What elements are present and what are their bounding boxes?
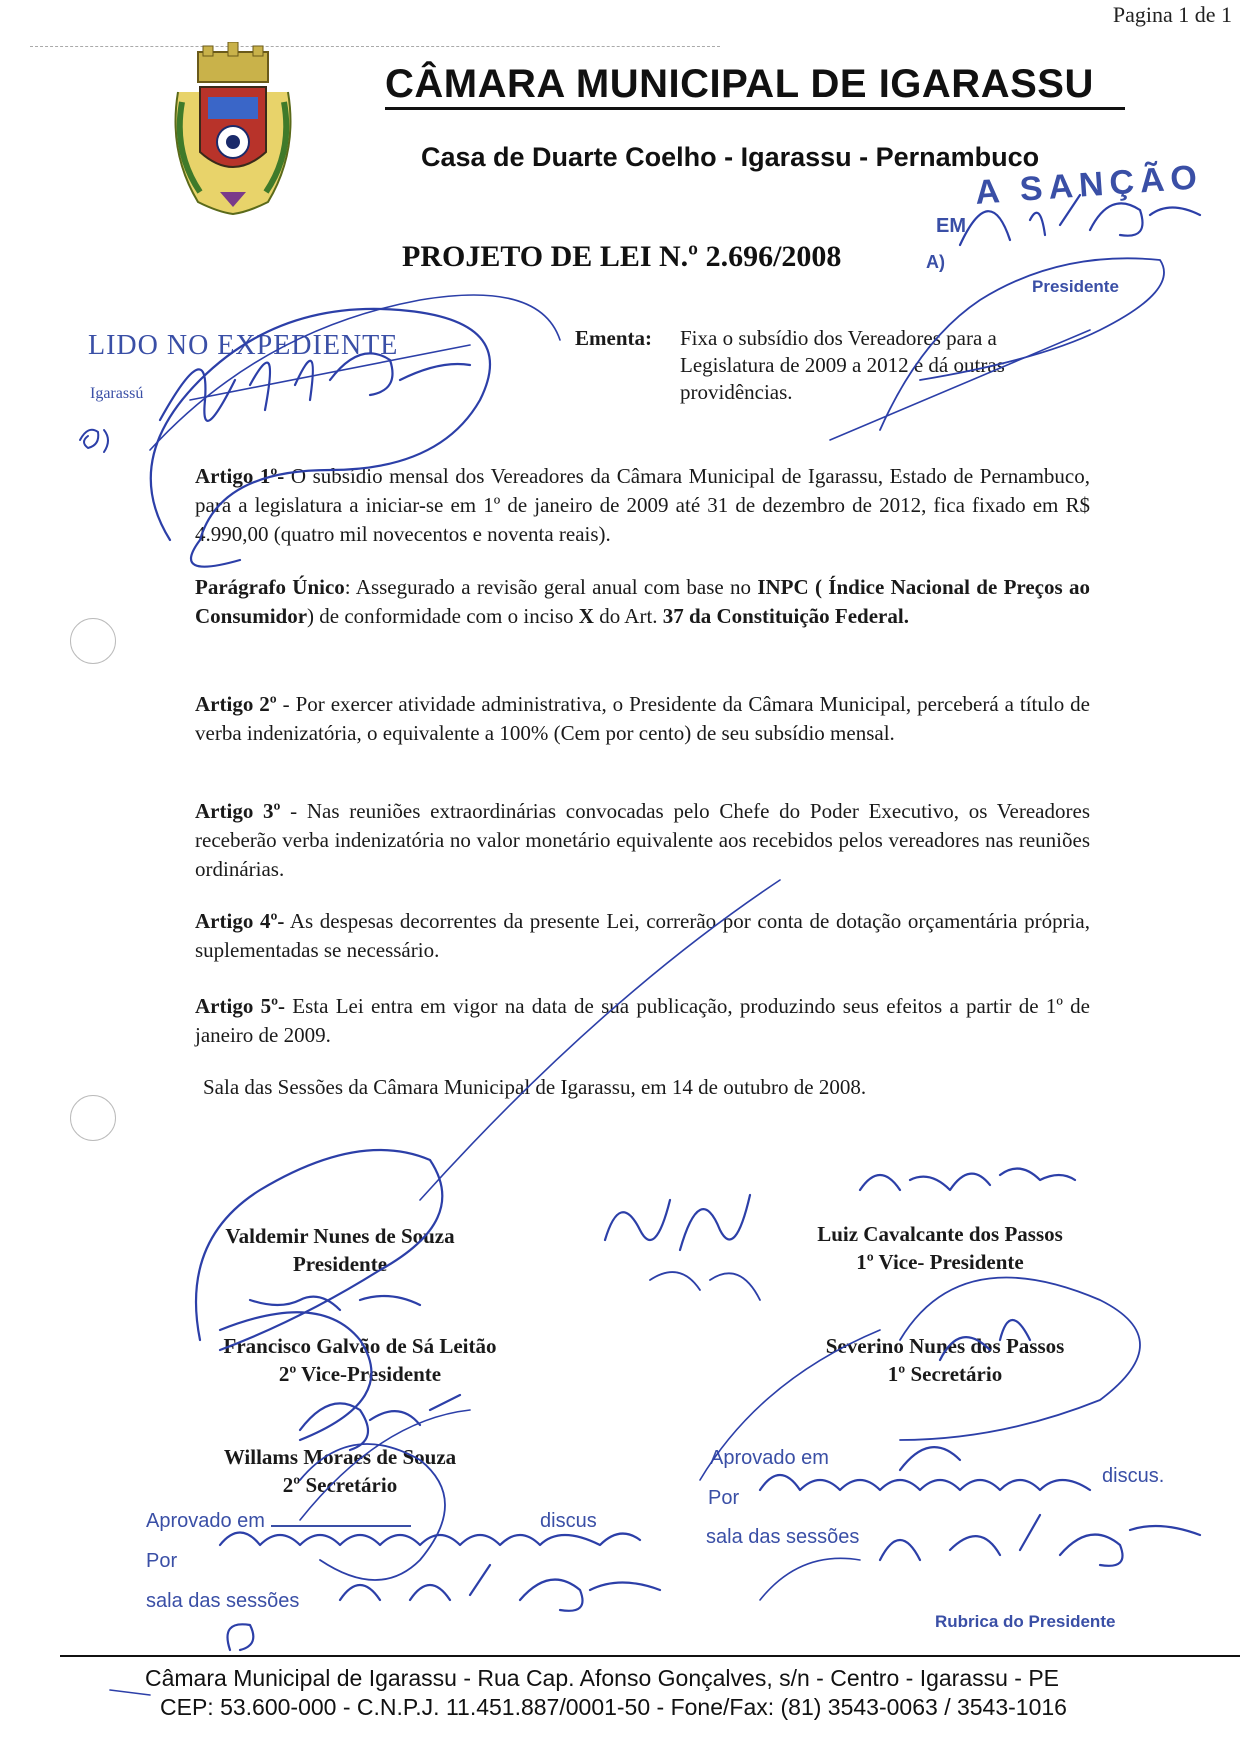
article-2 [195, 690, 1090, 748]
signatory-role: 1º Vice- Presidente [856, 1250, 1024, 1274]
stamp-igarassu: Igarassú [90, 385, 144, 402]
signatory-severino [800, 1332, 1090, 1388]
session-statement: Sala das Sessões da Câmara Municipal de Igarassu, em 14 de outubro de 2008. [203, 1075, 867, 1099]
article-2-text: - Por exercer atividade administrativa, o Presidente da Câmara Municipal, perceberá a título de verba indenizatória, o equivalente a 100% (Cem por cento) de seu subsídio mensal. [195, 692, 1090, 745]
stamp-em: EM [936, 215, 966, 237]
article-5-text: Esta Lei entra em vigor na data de sua publicação, produzindo seus efeitos a partir de 1º de janeiro de 2009. [195, 994, 1090, 1047]
article-5 [195, 992, 1090, 1050]
footer-address: Câmara Municipal de Igarassu - Rua Cap. Afonso Gonçalves, s/n - Centro - Igarassu - PE [145, 1665, 1060, 1691]
stamp-a: A) [926, 252, 945, 272]
signatory-role: 1º Secretário [887, 1362, 1003, 1386]
signatory-role: 2º Vice-Presidente [278, 1362, 442, 1386]
approval-left-por: Por [146, 1550, 178, 1572]
signatory-francisco [200, 1332, 520, 1388]
approval-right-discus: discus. [1102, 1465, 1165, 1487]
signatory-name: Luiz Cavalcante dos Passos [817, 1222, 1063, 1246]
paragrafo-text-1: : Assegurado a revisão geral anual com base no [344, 575, 758, 599]
article-4-label: Artigo 4º- [195, 909, 285, 933]
signatory-willams [200, 1443, 480, 1499]
signatory-role: 2º Secretário [282, 1473, 398, 1497]
page-number: Pagina 1 de 1 [1112, 2, 1232, 27]
signatory-name: Severino Nunes dos Passos [825, 1334, 1065, 1358]
approval-left-line [271, 1525, 411, 1527]
paragrafo-inciso: X [578, 604, 594, 628]
signatory-valdemir [200, 1222, 480, 1278]
signatory-name: Willams Moraes de Souza [223, 1445, 457, 1469]
paragrafo-inpc: INPC ( Índice Nacional de Preços ao Consumidor [195, 575, 1090, 628]
stamp-lido-expediente: LIDO NO EXPEDIENTE [88, 330, 399, 361]
approval-right-aprovado: Aprovado em [710, 1447, 829, 1469]
approval-right-por: Por [708, 1487, 740, 1509]
article-1 [195, 462, 1090, 549]
approval-right-rubrica: Rubrica do Presidente [935, 1612, 1116, 1631]
ementa-label: Ementa: [575, 326, 652, 350]
article-2-label: Artigo 2º [195, 692, 277, 716]
article-3-text: - Nas reuniões extraordinárias convocadas pelo Chefe do Poder Executivo, os Vereadores receberão verba indenizatória no valor monetário equivalente aos recebidos pelos vereadores nas reuniões ordinárias. [195, 799, 1090, 881]
article-5-label: Artigo 5º- [195, 994, 286, 1018]
approval-left-aprovado [146, 1510, 411, 1533]
paragrafo-label: Parágrafo Único [195, 575, 345, 599]
approval-left-aprovado-label: Aprovado em [146, 1510, 265, 1532]
ementa-text: Fixa o subsídio dos Vereadores para a Legislatura de 2009 a 2012 e dá outras providências. [680, 326, 1005, 404]
approval-right-sala: sala das sessões [706, 1526, 860, 1548]
ementa-block [575, 325, 1095, 406]
coat-of-arms-icon [168, 42, 298, 217]
footer-contact: CEP: 53.600-000 - C.N.P.J. 11.451.887/0001-50 - Fone/Fax: (81) 3543-0063 / 3543-1016 [160, 1694, 1067, 1720]
article-3 [195, 797, 1090, 884]
paragrafo-unico [195, 573, 1090, 631]
signatory-luiz [790, 1220, 1090, 1276]
approval-left-sala: sala das sessões [146, 1590, 300, 1612]
stamp-presidente: Presidente [1032, 277, 1119, 296]
punch-hole [70, 618, 116, 664]
title-underline [385, 107, 1125, 110]
paragrafo-text-2: ) de conformidade com o inciso [307, 604, 579, 628]
approval-left-discus: discus [540, 1510, 597, 1532]
article-4-text: As despesas decorrentes da presente Lei, correrão por conta de dotação orçamentária própria, suplementadas se necessário. [195, 909, 1090, 962]
paragrafo-text-3: do Art. [593, 604, 663, 628]
footer-divider [60, 1655, 1240, 1657]
article-1-text: O subsídio mensal dos Vereadores da Câmara Municipal de Igarassu, Estado de Pernambuco, para a legislatura a iniciar-se em 1º de janeiro de 2009 até 31 de dezembro de 2012, fica fixado em R$ 4.990,00 (quatro mil novecentos e noventa reais). [195, 464, 1090, 546]
signatory-role: Presidente [292, 1252, 388, 1276]
top-divider [30, 46, 720, 47]
stamp-sancao: A SANÇÃO [973, 158, 1205, 212]
law-number-heading: PROJETO DE LEI N.º 2.696/2008 [402, 240, 842, 273]
chamber-title: CÂMARA MUNICIPAL DE IGARASSU [385, 62, 1094, 106]
article-1-label: Artigo 1º- [195, 464, 285, 488]
article-4 [195, 907, 1090, 965]
article-3-label: Artigo 3º [195, 799, 281, 823]
chamber-subtitle: Casa de Duarte Coelho - Igarassu - Pernambuco [421, 142, 1040, 172]
punch-hole [70, 1095, 116, 1141]
signatory-name: Valdemir Nunes de Souza [225, 1224, 455, 1248]
signatory-name: Francisco Galvão de Sá Leitão [223, 1334, 497, 1358]
paragrafo-art: 37 da Constituição Federal. [662, 604, 909, 628]
